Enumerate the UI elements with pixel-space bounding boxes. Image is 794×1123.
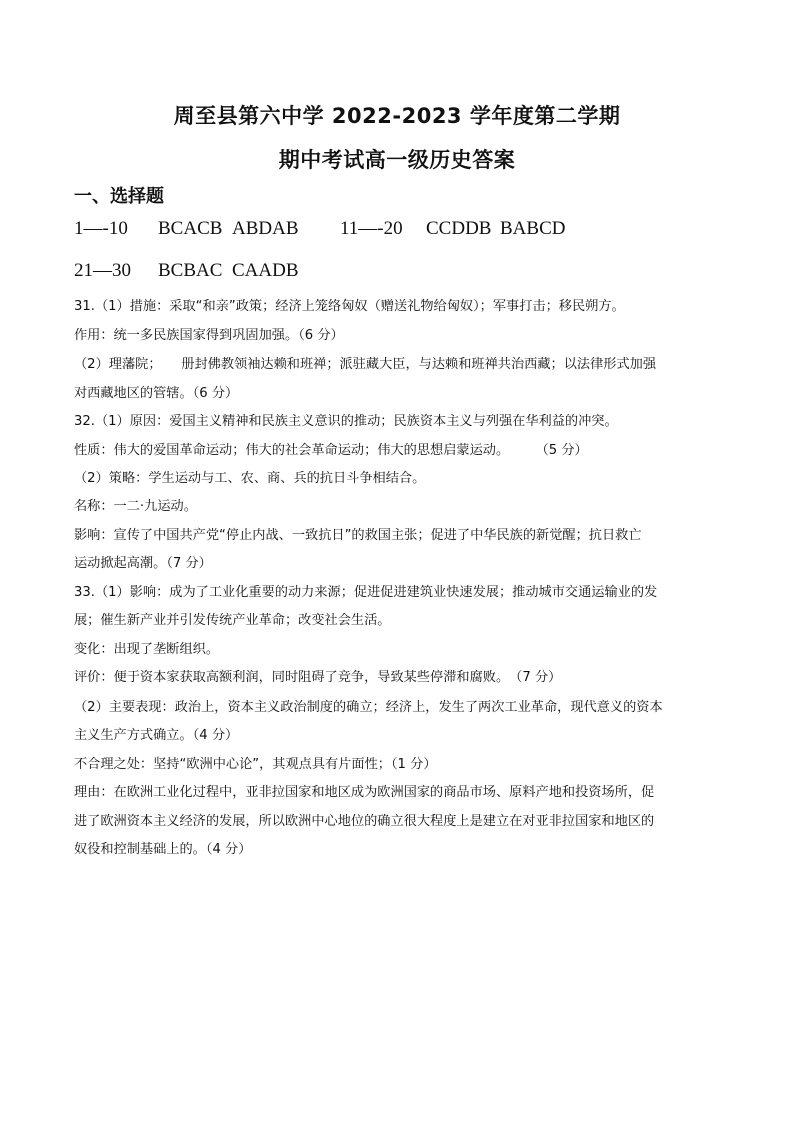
answer-group: BCACB	[158, 218, 223, 239]
page-subtitle: 期中考试高一级历史答案	[278, 148, 516, 172]
answer-group: CCDDB	[426, 218, 492, 239]
answer-line: （2）主要表现：政治上，资本主义政治制度的确立；经济上，发生了两次工业革命，现代意义的资本	[74, 700, 663, 715]
answer-line: 运动掀起高潮。（7 分）	[74, 556, 212, 571]
answer-line: （2）策略：学生运动与工、农、商、兵的抗日斗争相结合。	[74, 471, 426, 486]
question-range: 11—-20	[340, 218, 403, 239]
answer-group: CAADB	[232, 260, 299, 281]
answer-group: BABCD	[500, 218, 566, 239]
answer-line: 主义生产方式确立。（4 分）	[74, 728, 239, 743]
question-range: 1—-10	[74, 218, 128, 239]
answer-line: 展；催生新产业并引发传统产业革命；改变社会生活。	[74, 613, 391, 628]
answer-line: 不合理之处：坚持“欧洲中心论”，其观点具有片面性；（1 分）	[74, 757, 437, 772]
answer-line: 32.（1）原因：爱国主义精神和民族主义意识的推动；民族资本主义与列强在华利益的冲突。	[74, 414, 618, 429]
page-title: 周至县第六中学 2022-2023 学年度第二学期	[173, 104, 621, 128]
answer-line: 评价：便于资本家获取高额利润，同时阻碍了竞争，导致某些停滞和腐败。 （7 分）	[74, 670, 562, 685]
question-range: 21—30	[74, 260, 131, 281]
answer-line: （2）理藩院； 册封佛教领袖达赖和班禅；派驻藏大臣，与达赖和班禅共治西藏；以法律形式加强	[74, 357, 657, 372]
answer-line: 进了欧洲资本主义经济的发展，所以欧洲中心地位的确立很大程度上是建立在对亚非拉国家和地区的	[74, 814, 655, 829]
answer-line: 奴役和控制基础上的。（4 分）	[74, 842, 252, 857]
answer-group: ABDAB	[232, 218, 299, 239]
answer-line: 性质：伟大的爱国革命运动；伟大的社会革命运动；伟大的思想启蒙运动。 （5 分）	[74, 443, 588, 458]
answer-line: 变化：出现了垄断组织。	[74, 642, 220, 657]
answer-line: 对西藏地区的管辖。（6 分）	[74, 386, 239, 401]
answer-line: 影响：宣传了中国共产党“停止内战、一致抗日”的救国主张；促进了中华民族的新觉醒；抗日救亡	[74, 528, 642, 543]
section-heading-multiple-choice: 一、选择题	[74, 186, 164, 207]
answer-line: 名称：一二·九运动。	[74, 499, 197, 514]
answer-line: 理由：在欧洲工业化过程中，亚非拉国家和地区成为欧洲国家的商品市场、原料产地和投资场所，促	[74, 785, 655, 800]
answer-line: 作用：统一多民族国家得到巩固加强。（6 分）	[74, 328, 344, 343]
answer-line: 33.（1）影响：成为了工业化重要的动力来源；促进促进建筑业快速发展；推动城市交通运输业的发	[74, 585, 658, 600]
answer-group: BCBAC	[158, 260, 223, 281]
answer-line: 31.（1）措施：采取“和亲”政策；经济上笼络匈奴（赠送礼物给匈奴）；军事打击；移民朔方。	[74, 299, 625, 314]
